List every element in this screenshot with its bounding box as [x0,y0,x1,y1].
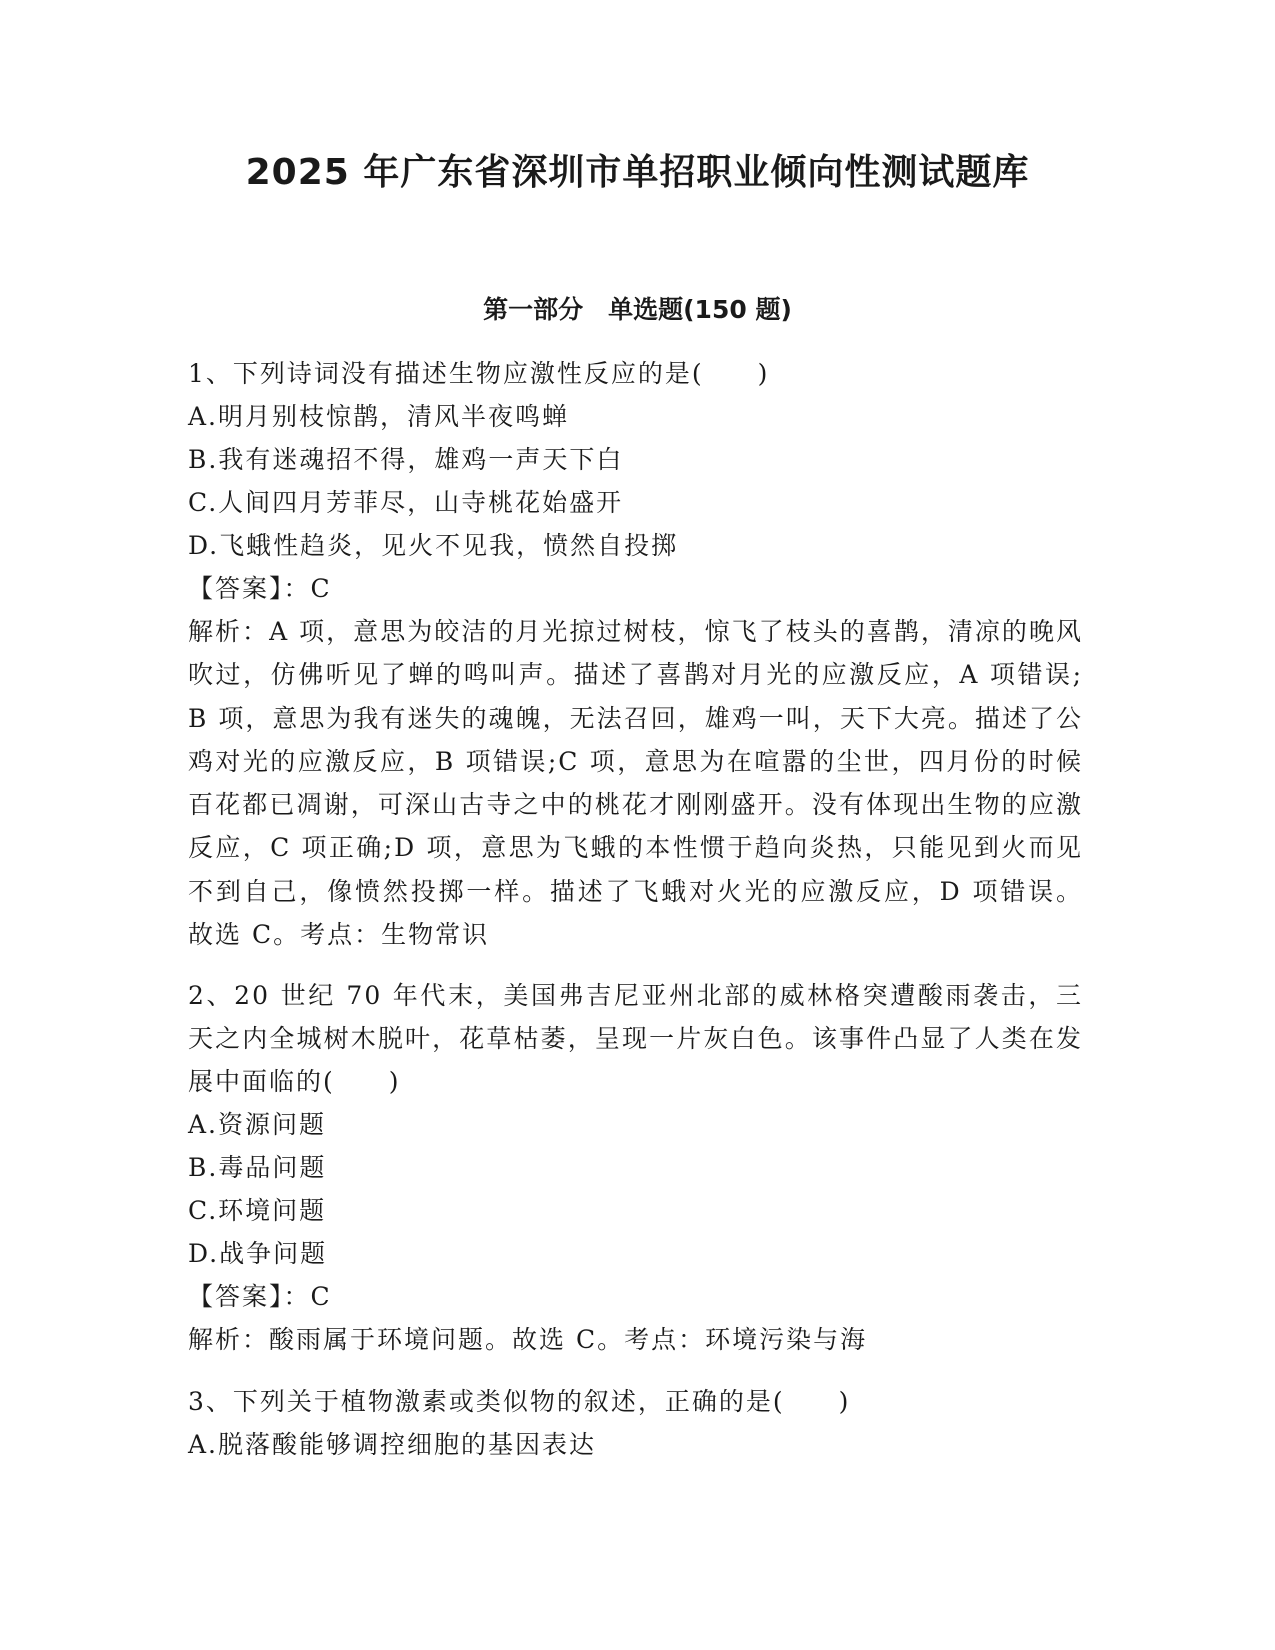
analysis: 解析：酸雨属于环境问题。故选 C。考点：环境污染与海 [188,1325,868,1355]
document-title: 2025 年广东省深圳市单招职业倾向性测试题库 [245,152,1030,193]
option-c: C.环境问题 [188,1196,327,1226]
option-a: A.明月别枝惊鹊，清风半夜鸣蝉 [188,402,570,431]
option-b: B.毒品问题 [188,1153,327,1183]
analysis: 解析：A 项，意思为皎洁的月光掠过树枝，惊飞了枝头的喜鹊，清凉的晚风吹过，仿佛听见了蝉的鸣叫声。描述了喜鹊对月光的应激反应，A 项错误;B 项，意思为我有迷失的魂魄，无法召回，雄鸡一叫，天下大亮。描述了公鸡对光的应激反应，B 项错误;C 项，意思为在喧嚣的尘世，四月份的时候百花都已凋谢，可深山古寺之中的桃花才刚刚盛开。没有体现出生物的应激反应，C 项正确;D 项，意思为飞蛾的本性惯于趋向炎热，只能见到火而见不到自己，像愤然投掷一样。描述了飞蛾对火光的应激反应，D 项错误。故选 C。考点：生物常识 [188,617,1083,950]
section-heading: 第一部分 单选题(150 题) [483,295,792,324]
question-stem: 3、下列关于植物激素或类似物的叙述，正确的是( ) [188,1386,851,1416]
question-2 [188,974,1083,1361]
option-a: A.资源问题 [188,1110,327,1140]
option-d: D.战争问题 [188,1239,328,1269]
question-1 [188,352,1083,956]
question-stem: 1、下列诗词没有描述生物应激性反应的是( ) [188,359,770,388]
question-list [188,352,1083,1484]
option-a: A.脱落酸能够调控细胞的基因表达 [188,1429,597,1459]
option-d: D.飞蛾性趋炎，见火不见我，愤然自投掷 [188,531,679,560]
question-3 [188,1380,1083,1466]
option-b: B.我有迷魂招不得，雄鸡一声天下白 [188,445,624,474]
answer: 【答案】：C [188,1282,332,1312]
option-c: C.人间四月芳菲尽，山寺桃花始盛开 [188,488,624,517]
question-stem: 2、20 世纪 70 年代末，美国弗吉尼亚州北部的威林格突遭酸雨袭击，三天之内全城树木脱叶，花草枯萎，呈现一片灰白色。该事件凸显了人类在发展中面临的( ) [188,981,1083,1097]
answer: 【答案】：C [188,574,332,603]
